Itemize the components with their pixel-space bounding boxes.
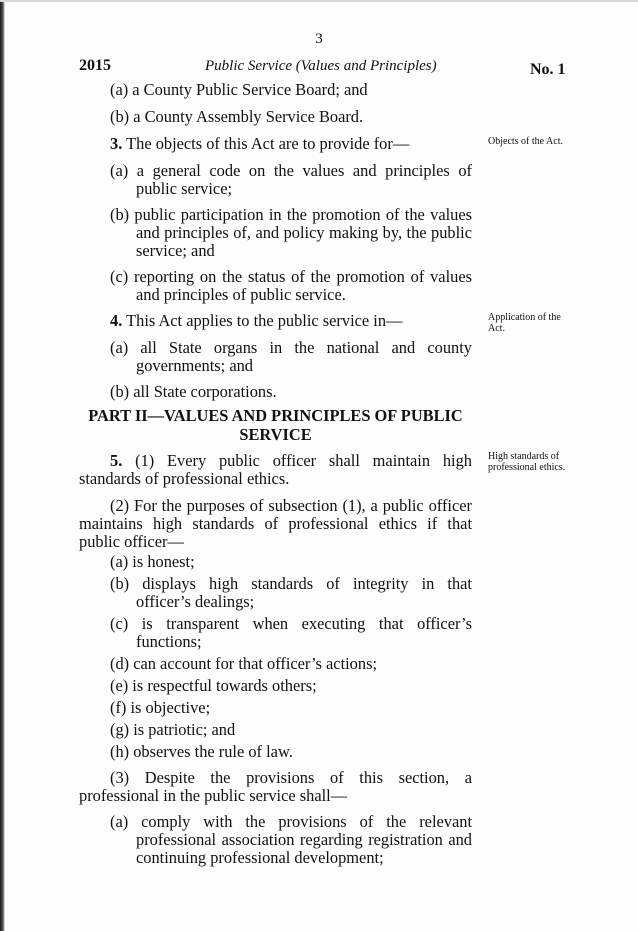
ethics-item-c-line-2: functions; [136,632,202,651]
section-5-line-1 [110,452,472,470]
subsection-3-line-2: professional in the public service shall— [79,786,348,805]
ethics-item-h: (h) observes the rule of law. [110,742,293,761]
professional-item-a-line-3: continuing professional development; [136,848,384,867]
section-5-line-2: standards of professional ethics. [79,469,290,488]
ethics-item-b-line-2: officer’s dealings; [136,592,255,611]
act-title: Public Service (Values and Principles) [205,58,437,74]
objects-a-line-2: public service; [136,179,233,198]
section-4 [110,312,402,330]
margin-note-application [488,312,561,334]
page-edge-shadow [0,0,5,931]
margin-note-line: Application of the [488,312,561,323]
professional-item-a-line-1: (a) comply with the provisions of the relevant [110,812,472,831]
margin-note-line: Act. [488,323,505,334]
section-number: 5. [110,451,123,470]
professional-item-a-line-2: professional association regarding registration and [136,830,472,849]
subsection-2-line-1: (2) For the purposes of subsection (1), a public officer [110,496,472,515]
section-text: This Act applies to the public service in— [126,311,403,330]
objects-b-line-3: service; and [136,241,215,260]
objects-c-line-2: and principles of public service. [136,285,346,304]
item-county-public-service-board: (a) a County Public Service Board; and [110,80,368,99]
subsection-3-line-1: (3) Despite the provisions of this section, a [110,768,472,787]
objects-a-line-1: (a) a general code on the values and principles of [110,161,472,180]
ethics-item-d: (d) can account for that officer’s actions; [110,654,377,673]
margin-note-high-standards [488,451,565,473]
ethics-item-c-line-1: (c) is transparent when executing that officer’s [110,614,472,633]
act-number: No. 1 [530,61,566,78]
ethics-item-b-line-1: (b) displays high standards of integrity in that [110,574,472,593]
section-3 [110,135,409,153]
ethics-item-f: (f) is objective; [110,698,211,717]
objects-c-line-1: (c) reporting on the status of the promotion of values [110,267,472,286]
page-number: 3 [315,31,323,47]
objects-b-line-1: (b) public participation in the promotion of the values [110,205,472,224]
subsection-2-line-3: public officer— [79,532,184,551]
section-text: (1) Every public officer shall maintain high [135,451,472,470]
part-heading-line-2: SERVICE [239,425,312,444]
objects-b-line-2: and principles of, and policy making by, the public [136,223,472,242]
part-heading-line-1: PART II—VALUES AND PRINCIPLES OF PUBLIC [88,406,463,425]
item-county-assembly-service-board: (b) a County Assembly Service Board. [110,107,364,126]
section-text: The objects of this Act are to provide for— [126,134,410,153]
margin-note-line: professional ethics. [488,462,566,473]
margin-note-objects: Objects of the Act. [488,136,563,147]
ethics-item-e: (e) is respectful towards others; [110,676,317,695]
ethics-item-a: (a) is honest; [110,552,195,571]
margin-note-line: High standards of [488,451,560,462]
year: 2015 [79,57,111,74]
section-number: 4. [110,311,123,330]
applies-a-line-2: governments; and [136,356,253,375]
top-edge-rule [0,0,638,2]
applies-a-line-1: (a) all State organs in the national and county [110,338,472,357]
section-number: 3. [110,134,123,153]
part-heading [78,406,473,444]
applies-b: (b) all State corporations. [110,382,277,401]
ethics-item-g: (g) is patriotic; and [110,720,236,739]
subsection-2-line-2: maintains high standards of professional ethics if that [79,514,472,533]
